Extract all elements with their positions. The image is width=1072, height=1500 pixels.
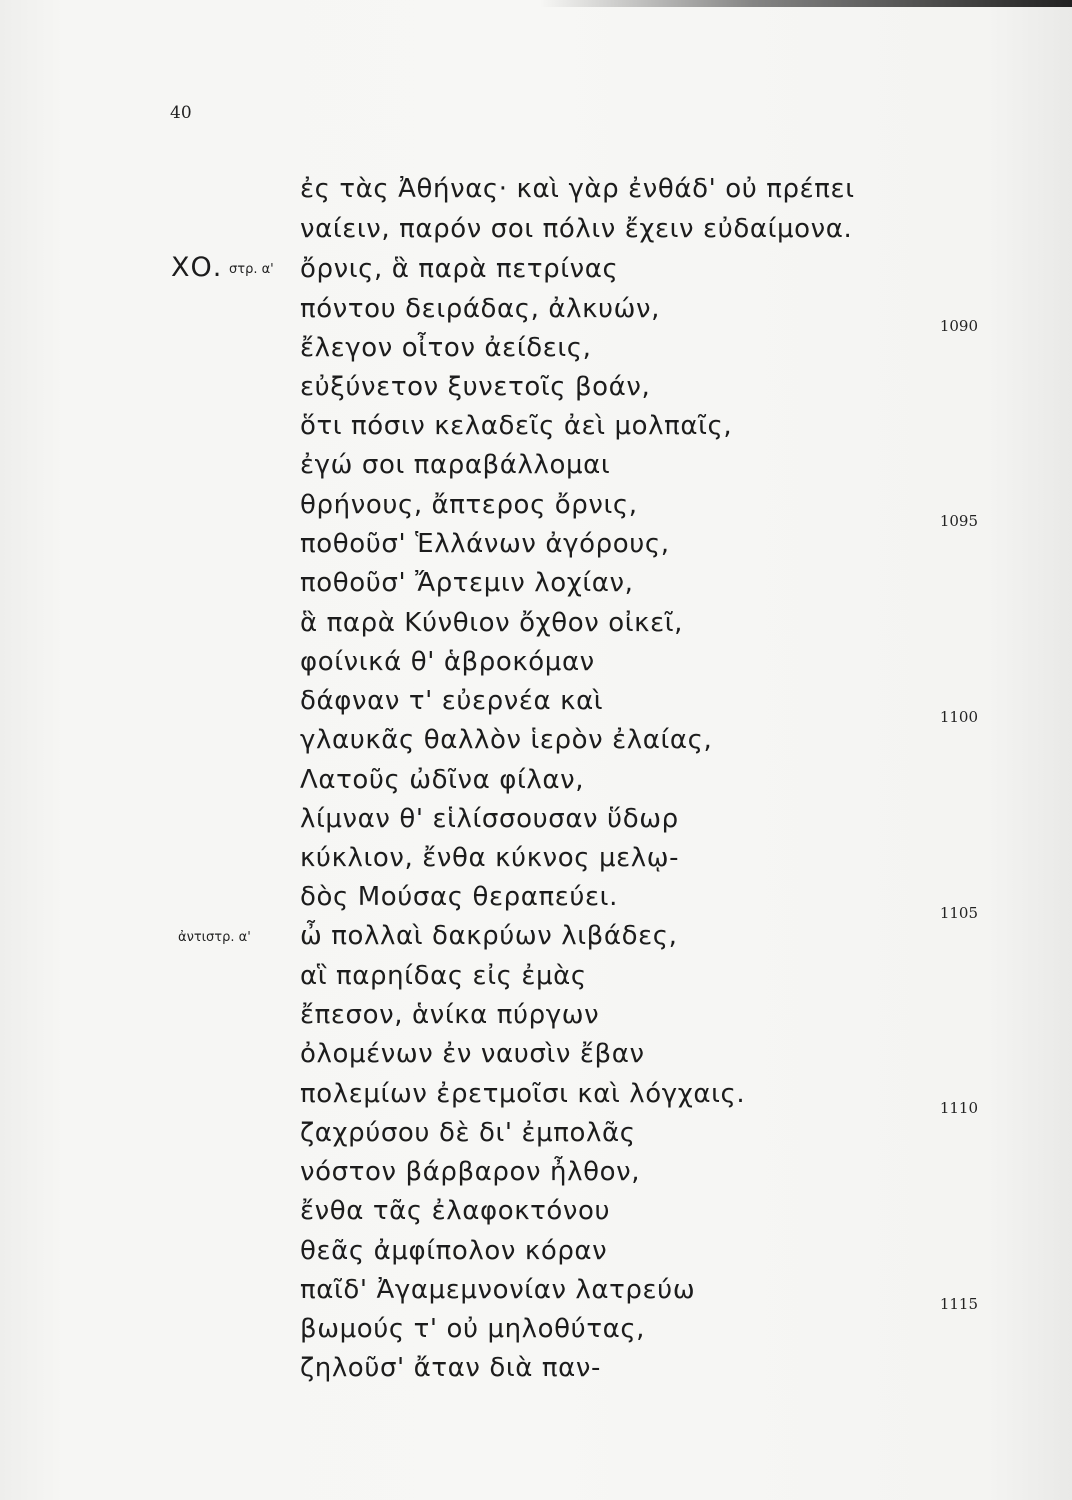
verse-line: ὦ πολλαὶ δακρύων λιβάδες,	[300, 921, 678, 951]
verse-line: ἐγώ σοι παραβάλλομαι	[300, 450, 611, 480]
verse-line: δὸς Μούσας θεραπεύει.	[300, 882, 618, 912]
verse-line: ἔπεσον, ἁνίκα πύργων	[300, 1000, 600, 1030]
verse-line: ποθοῦσ' Ἄρτεμιν λοχίαν,	[300, 568, 634, 598]
verse-line: ὄρνις, ἃ παρὰ πετρίνας	[300, 254, 619, 284]
antistrophe-label: ἀντιστρ. α'	[178, 930, 251, 945]
page-number: 40	[170, 103, 192, 123]
verse-line: ἔλεγον οἶτον ἀείδεις,	[300, 333, 592, 363]
line-number: 1110	[939, 1099, 978, 1117]
verse-line: αἳ παρηίδας εἰς ἐμὰς	[300, 961, 587, 991]
verse-line: ἃ παρὰ Κύνθιον ὄχθον οἰκεῖ,	[300, 608, 683, 638]
verse-line: ἔνθα τᾶς ἐλαφοκτόνου	[300, 1196, 611, 1226]
verse-line: πολεμίων ἐρετμοῖσι καὶ λόγχαις.	[300, 1079, 746, 1109]
line-number: 1105	[939, 904, 978, 922]
verse-line: φοίνικά θ' ἁβροκόμαν	[300, 647, 595, 677]
verse-line: νόστον βάρβαρον ἦλθον,	[300, 1157, 641, 1187]
line-number: 1090	[939, 317, 978, 335]
line-number: 1115	[939, 1295, 978, 1313]
verse-line: λίμναν θ' εἱλίσσουσαν ὕδωρ	[300, 804, 679, 834]
verse-line: ἐς τὰς Ἀθήνας· καὶ γὰρ ἐνθάδ' οὐ πρέπει	[300, 174, 855, 204]
verse-line: ζηλοῦσ' ἄταν διὰ παν-	[300, 1353, 601, 1383]
speaker-label: ΧΟ.	[171, 252, 223, 283]
verse-line: γλαυκᾶς θαλλὸν ἱερὸν ἐλαίας,	[300, 725, 713, 755]
verse-line: ὀλομένων ἐν ναυσὶν ἔβαν	[300, 1039, 645, 1069]
verse-line: ὅτι πόσιν κελαδεῖς ἀεὶ μολπαῖς,	[300, 411, 733, 441]
verse-line: πόντου δειράδας, ἀλκυών,	[300, 294, 661, 324]
verse-line: εὐξύνετον ξυνετοῖς βοάν,	[300, 372, 651, 402]
verse-line: βωμούς τ' οὐ μηλοθύτας,	[300, 1314, 646, 1344]
verse-line: ποθοῦσ' Ἑλλάνων ἀγόρους,	[300, 529, 670, 559]
line-number: 1100	[939, 708, 978, 726]
verse-line: Λατοῦς ὠδῖνα φίλαν,	[300, 765, 585, 795]
verse-line: δάφναν τ' εὐερνέα καὶ	[300, 686, 604, 716]
line-number: 1095	[939, 512, 978, 530]
verse-line: θεᾶς ἀμφίπολον κόραν	[300, 1236, 608, 1266]
verse-line: ζαχρύσου δὲ δι' ἐμπολᾶς	[300, 1118, 636, 1148]
verse-line: παῖδ' Ἀγαμεμνονίαν λατρεύω	[300, 1275, 696, 1305]
strophe-label: στρ. α'	[229, 262, 274, 277]
verse-line: κύκλιον, ἔνθα κύκνος μελῳ-	[300, 843, 680, 873]
verse-line: θρήνους, ἄπτερος ὄρνις,	[300, 490, 638, 520]
verse-line: ναίειν, παρόν σοι πόλιν ἔχειν εὐδαίμονα.	[300, 214, 853, 244]
